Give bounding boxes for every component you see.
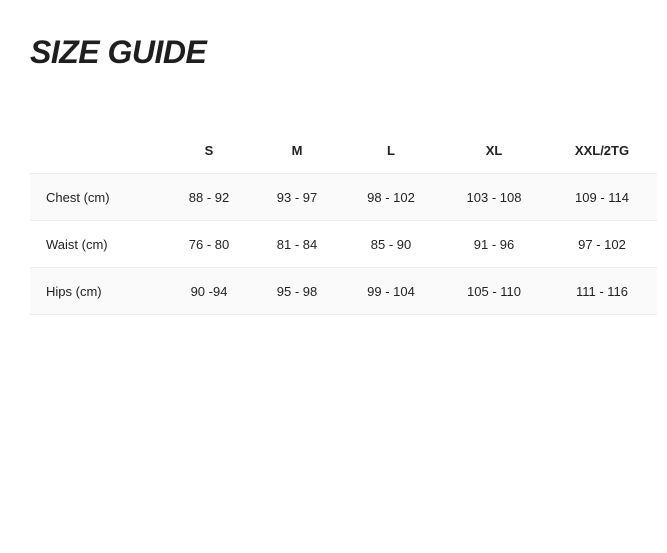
header-cell-s: S (204, 143, 214, 158)
table-cell: 105 - 110 (467, 283, 521, 299)
size-table (30, 128, 657, 315)
table-cell: 97 - 102 (578, 236, 626, 252)
table-cell: 103 - 108 (466, 189, 522, 205)
size-table-body (30, 174, 657, 315)
row-label-chest: Chest (cm) (46, 189, 110, 205)
table-cell: 76 - 80 (188, 236, 230, 252)
header-cell-m: M (291, 143, 303, 158)
table-cell: 88 - 92 (188, 189, 230, 205)
header-row (30, 128, 657, 174)
table-cell: 91 - 96 (473, 236, 515, 252)
table-cell: 95 - 98 (276, 283, 318, 299)
page-title: SIZE GUIDE (30, 34, 207, 70)
table-cell: 93 - 97 (276, 189, 318, 205)
row-label-waist: Waist (cm) (46, 236, 108, 252)
table-row-hips (30, 268, 657, 315)
table-cell: 81 - 84 (276, 236, 318, 252)
size-table-header (30, 128, 657, 174)
table-cell: 98 - 102 (367, 189, 415, 205)
table-cell: 109 - 114 (575, 189, 629, 205)
table-cell: 111 - 116 (575, 283, 629, 299)
header-cell-xxl: XXL/2TG (574, 143, 630, 158)
table-cell: 99 - 104 (367, 283, 415, 299)
header-cell-l: L (387, 143, 395, 158)
table-row-waist (30, 221, 657, 268)
header-cell-xl: XL (485, 143, 503, 158)
table-row-chest (30, 174, 657, 221)
table-cell: 85 - 90 (370, 236, 412, 252)
header-cell-empty (30, 128, 165, 174)
row-label-hips: Hips (cm) (46, 283, 102, 299)
table-cell: 90 -94 (190, 283, 228, 299)
